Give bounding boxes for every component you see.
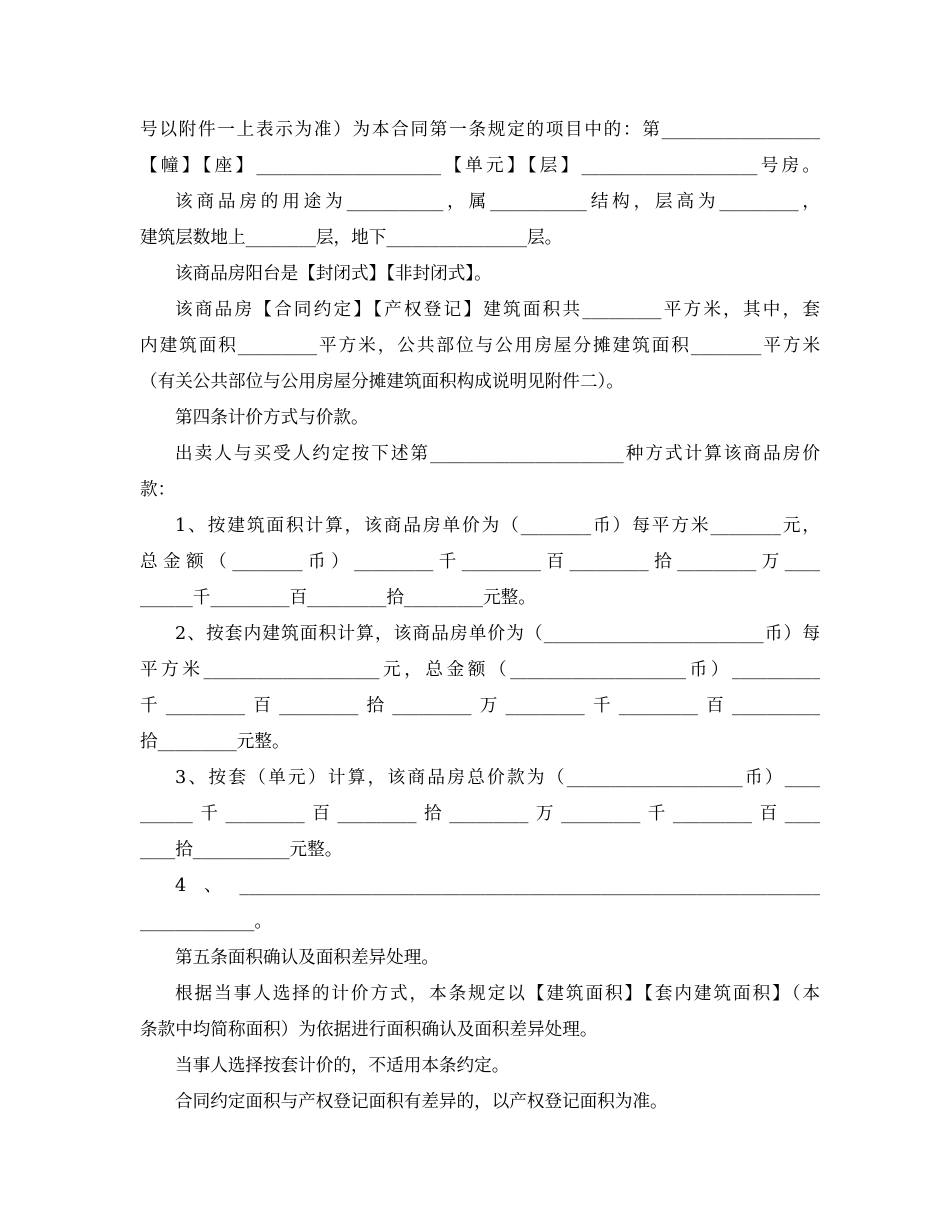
- paragraph-line: 根据当事人选择的计价方式，本条规定以【建筑面积】【套内建筑面积】（本: [175, 984, 820, 1004]
- paragraph-line: 内建筑面积_________平方米，公共部位与公用房屋分摊建筑面积________平方米: [140, 336, 820, 356]
- paragraph-line: ____拾___________元整。: [140, 840, 343, 860]
- paragraph-line: 千_________百_________拾_________万_________千_________百__________: [140, 696, 820, 716]
- paragraph-line: 该商品房阳台是【封闭式】【非封闭式】。: [175, 264, 492, 284]
- paragraph-line: 合同约定面积与产权登记面积有差异的，以产权登记面积为准。: [175, 1092, 668, 1112]
- paragraph-line: （有关公共部位与公用房屋分摊建筑面积构成说明见附件二）。: [140, 372, 624, 392]
- paragraph-line: 当事人选择按套计价的，不适用本条约定。: [175, 1056, 510, 1076]
- paragraph-line: 平方米____________________元，总金额（____________________币）__________: [140, 660, 820, 680]
- paragraph-line: 款：: [140, 480, 176, 500]
- section-heading: 第四条计价方式与价款。: [175, 408, 369, 428]
- section-heading: 第五条面积确认及面积差异处理。: [175, 948, 439, 968]
- paragraph-line: _____________。: [140, 912, 272, 932]
- paragraph-line: 1、按建筑面积计算，该商品房单价为（________币）每平方米________元，: [175, 516, 820, 536]
- paragraph-line: 该商品房【合同约定】【产权登记】建筑面积共_________平方米，其中，套: [175, 300, 820, 320]
- paragraph-line: 4、__________________________________________________________________: [175, 876, 820, 896]
- paragraph-line: 建筑层数地上________层，地下________________层。: [140, 228, 563, 248]
- paragraph-line: 【幢】【座】_____________________【单元】【层】____________________号房。: [140, 156, 820, 176]
- paragraph-line: 2、按套内建筑面积计算，该商品房单价为（_________________________币）每: [175, 624, 820, 644]
- paragraph-line: 条款中均简称面积）为依据进行面积确认及面积差异处理。: [140, 1020, 598, 1040]
- paragraph-line: 出卖人与买受人约定按下述第______________________种方式计算该商品房价: [175, 444, 820, 464]
- paragraph-line: 总金额（________币）_________千_________百_________拾_________万____: [140, 552, 820, 572]
- paragraph-line: 拾_________元整。: [140, 732, 290, 752]
- paragraph-line: 3、按套（单元）计算，该商品房总价款为（____________________币）____: [175, 768, 820, 788]
- paragraph-line: 该商品房的用途为___________，属___________结构，层高为_________，: [175, 192, 820, 212]
- paragraph-line: ______千_________百_________拾_________元整。: [140, 588, 536, 608]
- paragraph-line: ______千_________百_________拾_________万_________千_________百____: [140, 804, 820, 824]
- paragraph-line: 号以附件一上表示为准）为本合同第一条规定的项目中的：第__________________: [140, 120, 820, 140]
